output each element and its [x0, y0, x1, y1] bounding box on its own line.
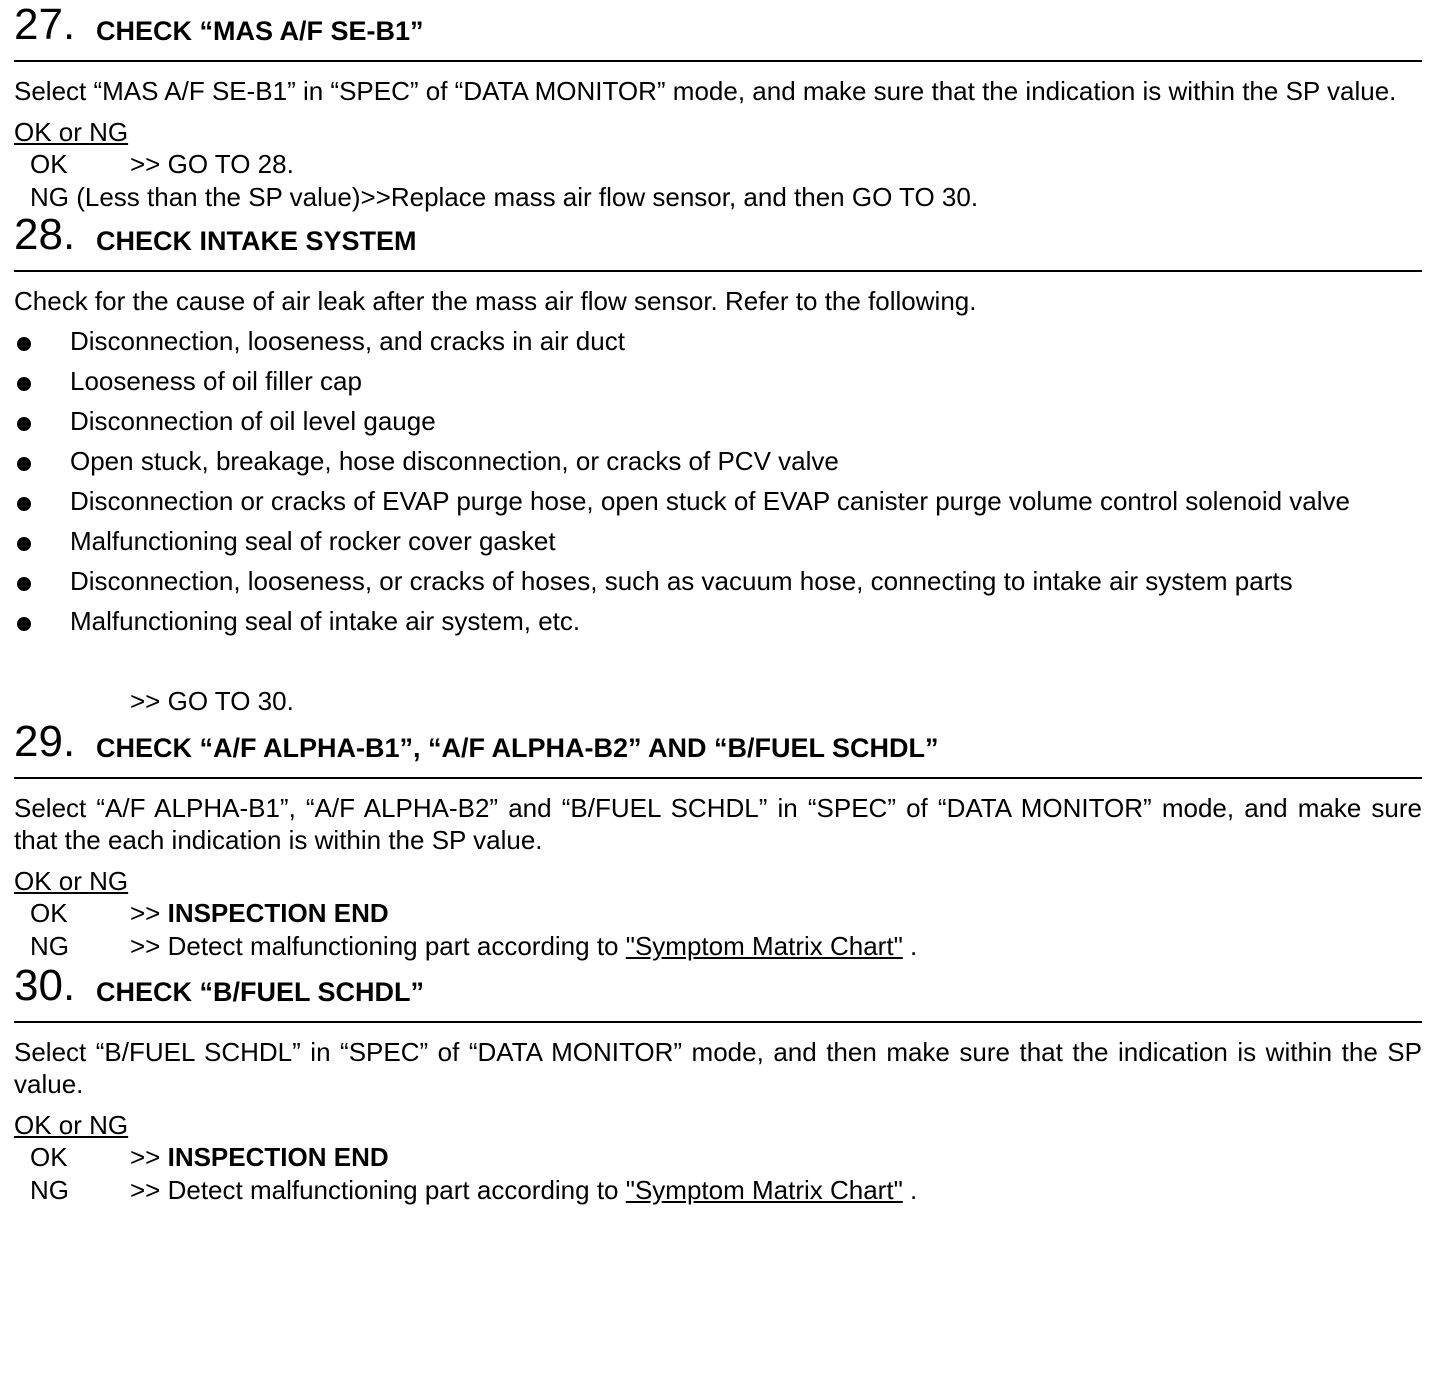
result-text: [130, 930, 917, 963]
ok-or-ng-label: OK or NG: [14, 866, 129, 896]
list-item: [14, 365, 1422, 397]
list-item: [14, 605, 1422, 637]
step-27: [14, 0, 1422, 214]
result-suffix: .: [902, 1175, 918, 1205]
step-header: [14, 210, 1422, 272]
list-item: [14, 525, 1422, 557]
step-header: [14, 718, 1422, 779]
bullet-icon: [17, 457, 31, 471]
list-item-text: Looseness of oil filler cap: [70, 366, 362, 396]
result-ng-row: [14, 181, 1422, 214]
result-prefix: >> Detect malfunctioning part according to: [130, 1175, 626, 1205]
result-text: NG (Less than the SP value)>>Replace mass air flow sensor, and then GO TO 30.: [30, 182, 979, 212]
list-item: [14, 405, 1422, 437]
result-ng-row: [14, 1174, 1422, 1207]
inspection-end-label: INSPECTION END: [167, 898, 389, 928]
step-instruction: Select “A/F ALPHA-B1”, “A/F ALPHA-B2” and “B/FUEL SCHDL” in “SPEC” of “DATA MONITOR” mode, and make sure that the each indication is within the SP value.: [14, 793, 1422, 855]
result-code: OK: [30, 1142, 68, 1172]
result-code: NG: [30, 1175, 69, 1205]
result-code: OK: [30, 149, 68, 179]
list-item: [14, 325, 1422, 357]
bullet-icon: [17, 617, 31, 631]
step-number: 29.: [14, 717, 76, 766]
goto-text: >> GO TO 30.: [130, 686, 294, 716]
result-text: [130, 1174, 917, 1207]
result-ok-row: [14, 148, 1422, 181]
result-suffix: .: [902, 931, 918, 961]
symptom-matrix-chart-link[interactable]: "Symptom Matrix Chart": [625, 931, 903, 961]
step-number: 27.: [14, 0, 76, 49]
bullet-icon: [17, 577, 31, 591]
step-29: [14, 718, 1422, 963]
bullet-icon: [17, 377, 31, 391]
bullet-list: [14, 325, 1422, 637]
result-text: [130, 897, 389, 930]
list-item: [14, 445, 1422, 477]
step-number: 30.: [14, 961, 76, 1010]
ok-or-ng-label: OK or NG: [14, 1110, 129, 1140]
document-page: [14, 0, 1422, 1207]
result-code: OK: [30, 898, 68, 928]
list-item-text: Malfunctioning seal of rocker cover gasket: [70, 526, 556, 556]
result-code: NG: [30, 931, 69, 961]
list-item: [14, 485, 1422, 517]
step-title: CHECK “MAS A/F SE-B1”: [96, 16, 424, 46]
step-title: CHECK INTAKE SYSTEM: [96, 226, 417, 256]
list-item-text: Disconnection or cracks of EVAP purge hose, open stuck of EVAP canister purge volume control solenoid valve: [70, 486, 1350, 516]
result-ng-row: [14, 930, 1422, 963]
list-item-text: Disconnection, looseness, and cracks in air duct: [70, 326, 625, 356]
list-item-text: Disconnection, looseness, or cracks of hoses, such as vacuum hose, connecting to intake air system parts: [70, 566, 1293, 596]
bullet-icon: [17, 417, 31, 431]
step-header: [14, 963, 1422, 1023]
step-header: [14, 0, 1422, 62]
symptom-matrix-chart-link[interactable]: "Symptom Matrix Chart": [625, 1175, 903, 1205]
step-number: 28.: [14, 210, 76, 259]
step-instruction: Select “B/FUEL SCHDL” in “SPEC” of “DATA MONITOR” mode, and then make sure that the indication is within the SP value.: [14, 1037, 1422, 1099]
result-prefix: >>: [130, 898, 168, 928]
bullet-icon: [17, 337, 31, 351]
result-text: [130, 1141, 389, 1174]
bullet-icon: [17, 497, 31, 511]
bullet-icon: [17, 537, 31, 551]
step-title: CHECK “A/F ALPHA-B1”, “A/F ALPHA-B2” AND “B/FUEL SCHDL”: [96, 733, 939, 763]
step-28: [14, 210, 1422, 718]
result-prefix: >>: [130, 1142, 168, 1172]
result-ok-row: [14, 897, 1422, 930]
list-item-text: Malfunctioning seal of intake air system, etc.: [70, 606, 581, 636]
step-instruction: Check for the cause of air leak after the mass air flow sensor. Refer to the following.: [14, 286, 977, 316]
list-item: [14, 565, 1422, 597]
result-text: >> GO TO 28.: [130, 149, 294, 179]
ok-or-ng-label: OK or NG: [14, 117, 129, 147]
result-ok-row: [14, 1141, 1422, 1174]
step-instruction: Select “MAS A/F SE-B1” in “SPEC” of “DATA MONITOR” mode, and make sure that the indication is within the SP value.: [14, 76, 1397, 106]
inspection-end-label: INSPECTION END: [167, 1142, 389, 1172]
list-item-text: Disconnection of oil level gauge: [70, 406, 436, 436]
list-item-text: Open stuck, breakage, hose disconnection, or cracks of PCV valve: [70, 446, 839, 476]
result-prefix: >> Detect malfunctioning part according to: [130, 931, 626, 961]
step-title: CHECK “B/FUEL SCHDL”: [96, 977, 425, 1007]
step-30: [14, 963, 1422, 1207]
